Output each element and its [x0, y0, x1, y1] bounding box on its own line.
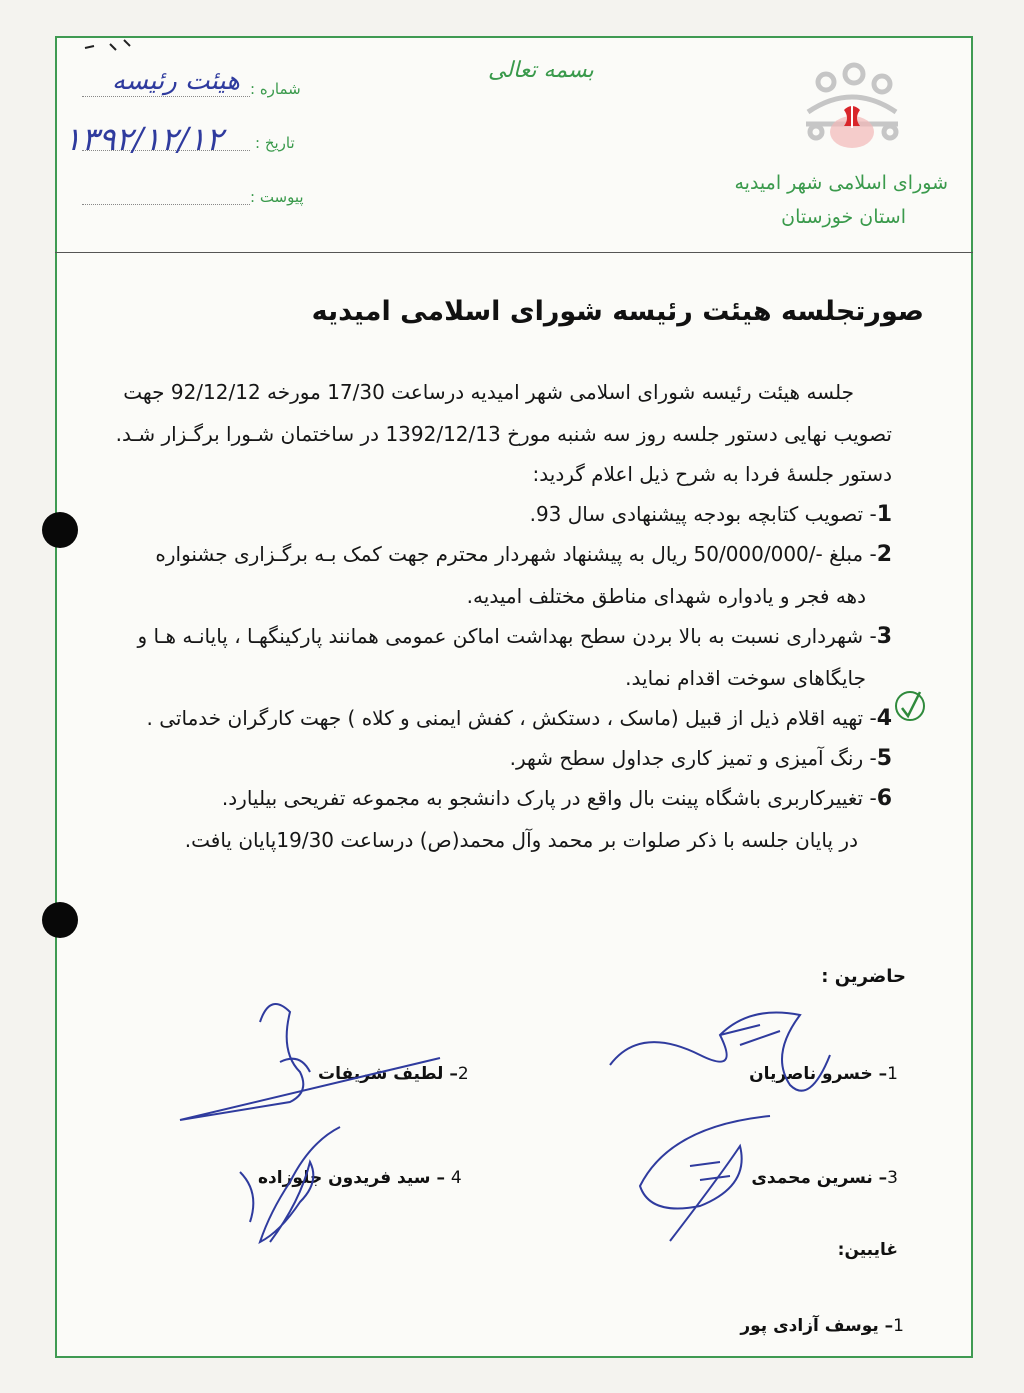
check-mark-icon [890, 686, 930, 726]
bismillah: بسمه تعالی [488, 58, 594, 83]
present-label: حاضرین : [821, 966, 906, 987]
attendee-2: 2– لطیف شریفات [318, 1064, 469, 1084]
item-number: 2 [876, 542, 892, 567]
agenda-item-5: 5- رنگ آمیزی و تمیز کاری جداول سطح شهر. [509, 746, 892, 771]
attendee-1: 1– خسرو ناصریان [749, 1064, 898, 1084]
attendee-number: 3 [887, 1168, 898, 1188]
agenda-item-3-cont: جایگاهای سوخت اقدام نماید. [625, 666, 866, 690]
province-name: استان خوزستان [781, 206, 906, 228]
signature-3 [630, 1106, 790, 1251]
item-text: شهرداری نسبت به بالا بردن سطح بهداشت اماکن عمومی همانند پارکینگهـا ، پایانـه هـا و [137, 624, 864, 648]
item-text: مبلغ -/50/000/000 ریال به پیشنهاد شهردار محترم جهت کمک بـه برگـزاری جشنواره [155, 542, 864, 566]
signature-4 [230, 1122, 360, 1257]
absent-label: غايبين: [837, 1240, 898, 1260]
date-label: تاریخ : [255, 134, 295, 152]
item-text: تغییرکاربری باشگاه پینت بال واقع در پارک دانشجو به مجموعه تفریحی بیلیارد. [221, 786, 864, 810]
absentee-name: یوسف آزادی پور [740, 1316, 879, 1336]
item-number: 3 [876, 624, 892, 649]
document-title: صورتجلسه هیئت رئیسه شورای اسلامی امیدیه [311, 296, 924, 327]
attachment-dots [82, 204, 250, 205]
signature-2 [180, 992, 440, 1127]
intro-line-1: جلسه هیئت رئیسه شورای اسلامی شهر امیدیه درساعت 17/30 مورخه 92/12/12 جهت [123, 380, 854, 404]
item-text: تهیه اقلام ذیل از قبیل (ماسک ، دستکش ، کفش ایمنی و کلاه ) جهت کارگران خدماتی . [146, 706, 864, 730]
item-text: تصویب کتابچه بودجه پیشنهادی سال 93. [529, 502, 864, 526]
number-dots [82, 96, 250, 97]
intro-line-3: دستور جلسهٔ فردا به شرح ذیل اعلام گردید: [532, 462, 892, 486]
ink-marks [80, 36, 140, 56]
attendee-name: لطیف شریفات [318, 1064, 444, 1084]
item-number: 1 [876, 502, 892, 527]
council-name: شورای اسلامی شهر امیدیه [734, 172, 948, 194]
attendee-name: خسرو ناصریان [749, 1064, 873, 1084]
agenda-item-4: 4- تهیه اقلام ذیل از قبیل (ماسک ، دستکش ، کفش ایمنی و کلاه ) جهت کارگران خدماتی . [146, 706, 892, 731]
attendee-number: 4 [450, 1168, 462, 1188]
emblem-icon [796, 62, 908, 158]
page-border [55, 36, 973, 1358]
header-divider [55, 252, 973, 253]
agenda-item-6: 6- تغییرکاربری باشگاه پینت بال واقع در پارک دانشجو به مجموعه تفریحی بیلیارد. [221, 786, 892, 811]
intro-line-2: تصویب نهایی دستور جلسه روز سه شنبه مورخ 1392/12/13 در ساختمان شـورا برگـزار شـد. [115, 422, 892, 446]
agenda-item-2-cont: دهه فجر و یادواره شهدای مناطق مختلف امیدیه. [466, 584, 866, 608]
item-number: 4 [876, 706, 892, 731]
absentee-1: 1– یوسف آزادی پور [740, 1316, 904, 1336]
agenda-item-3: 3- شهرداری نسبت به بالا بردن سطح بهداشت اماکن عمومی همانند پارکینگهـا ، پایانـه هـا و [137, 624, 892, 649]
date-value: ۱۳۹۲/۱۲/۱۲ [64, 120, 224, 158]
attendee-name: نسرین محمدی [751, 1168, 873, 1188]
absentee-number: 1 [893, 1316, 904, 1336]
closing-line: در پایان جلسه با ذکر صلوات بر محمد وآل محمد(ص) درساعت 19/30پایان یافت. [184, 828, 858, 852]
attachment-label: پیوست : [250, 188, 304, 206]
agenda-item-2: 2- مبلغ -/50/000/000 ریال به پیشنهاد شهردار محترم جهت کمک بـه برگـزاری جشنواره [155, 542, 892, 567]
item-number: 6 [876, 786, 892, 811]
attendee-number: 1 [887, 1064, 898, 1084]
punch-hole [42, 512, 78, 548]
item-number: 5 [876, 746, 892, 771]
attendee-3: 3– نسرین محمدی [751, 1168, 898, 1188]
agenda-item-1: 1- تصویب کتابچه بودجه پیشنهادی سال 93. [529, 502, 892, 527]
punch-hole [42, 902, 78, 938]
attendee-number: 2 [457, 1064, 469, 1084]
signature-1 [600, 995, 840, 1105]
number-value: هیئت رئیسه [112, 66, 240, 96]
item-text: رنگ آمیزی و تمیز کاری جداول سطح شهر. [509, 746, 864, 770]
number-label: شماره : [250, 80, 301, 98]
attendee-4: 4 – سید فریدون جلوزاده [258, 1168, 462, 1188]
attendee-name: سید فریدون جلوزاده [258, 1168, 431, 1188]
